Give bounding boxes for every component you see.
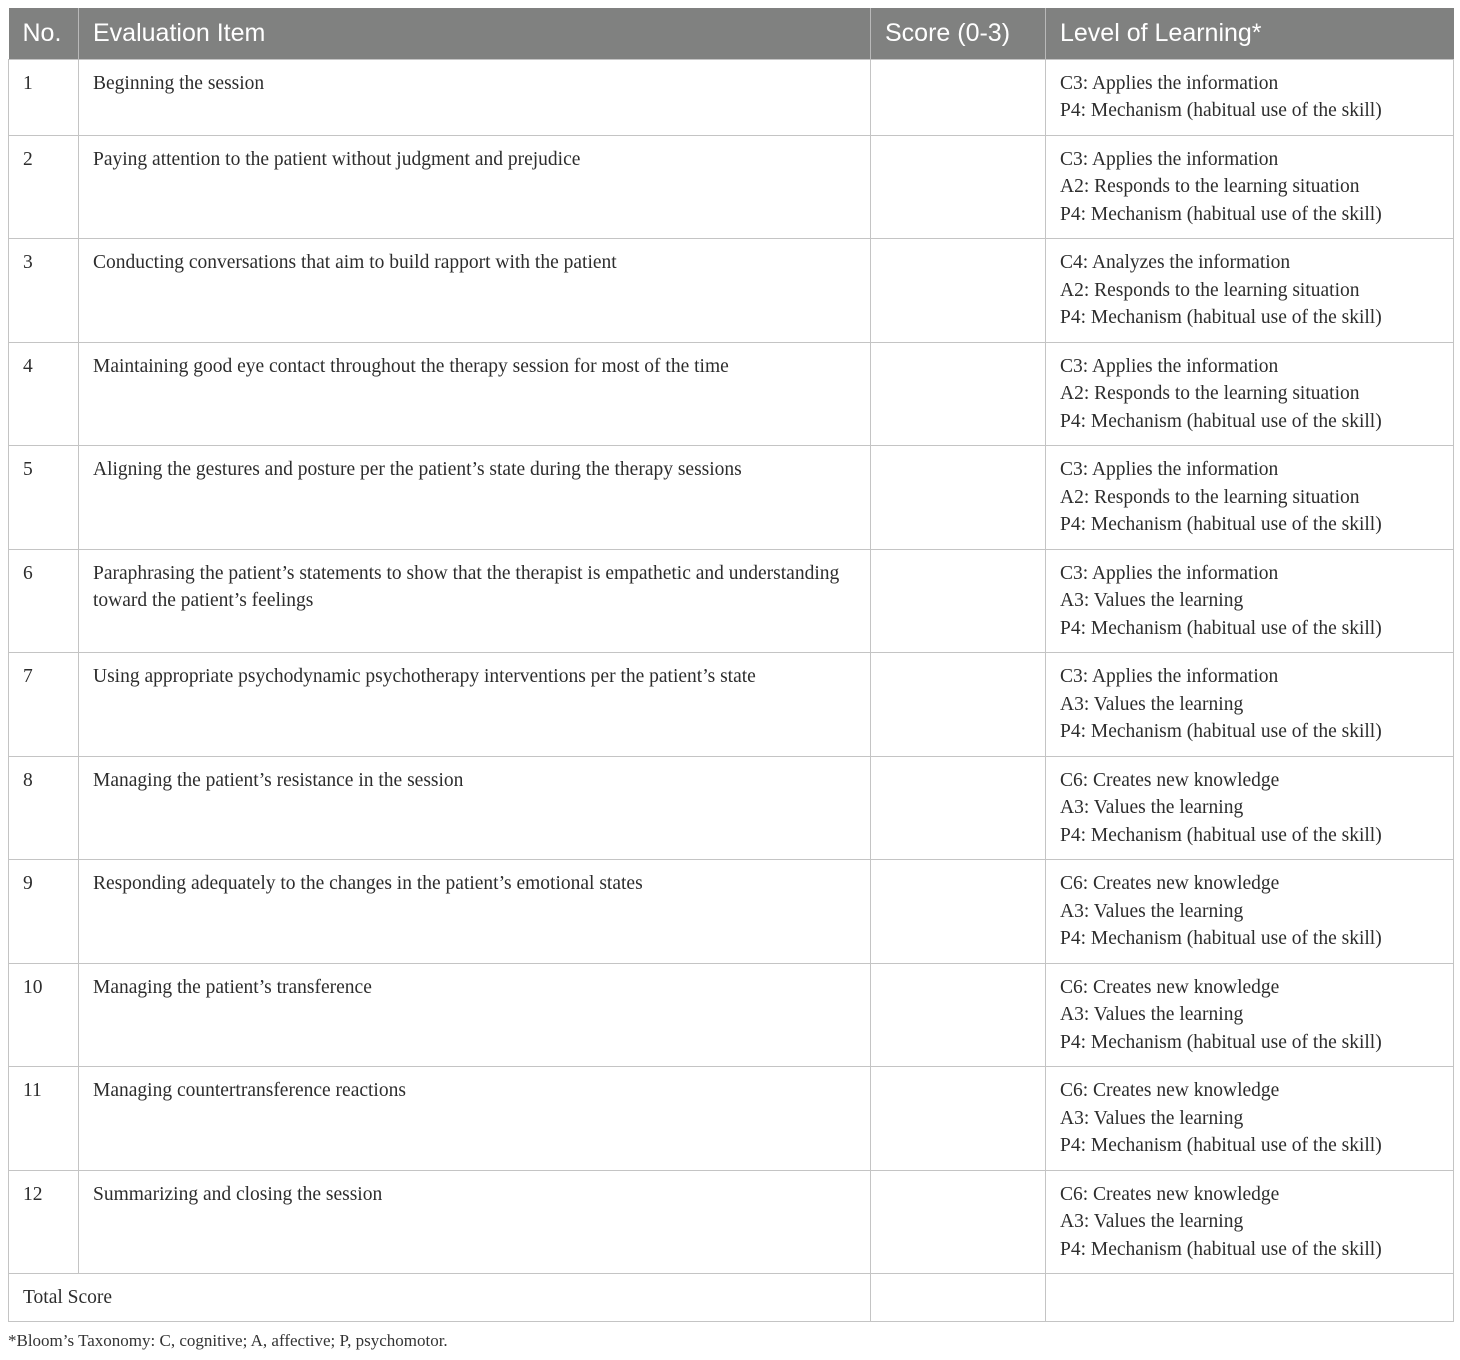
table-row <box>9 549 1454 653</box>
header-no: No. <box>22 18 62 47</box>
row-number: 7 <box>9 653 79 757</box>
score-cell <box>871 239 1046 343</box>
evaluation-item: Conducting conversations that aim to build rapport with the patient <box>79 239 871 343</box>
score-cell <box>871 1170 1046 1274</box>
level-of-learning-cell <box>1046 653 1454 757</box>
evaluation-table <box>8 8 1454 1322</box>
learning-level-line: P4: Mechanism (habitual use of the skill) <box>1060 928 1382 949</box>
evaluation-item: Responding adequately to the changes in the patient’s emotional states <box>79 860 871 964</box>
learning-level-line: P4: Mechanism (habitual use of the skill) <box>1060 1238 1382 1260</box>
row-number: 12 <box>9 1170 79 1274</box>
row-number: 11 <box>9 1067 79 1171</box>
learning-level-line: P4: Mechanism (habitual use of the skill) <box>1060 617 1382 639</box>
learning-level-line: P4: Mechanism (habitual use of the skill) <box>1060 1031 1382 1053</box>
row-number: 10 <box>9 963 79 1067</box>
score-cell <box>871 653 1046 757</box>
level-of-learning-cell <box>1046 549 1454 653</box>
learning-level-line: C6: Creates new knowledge <box>1060 976 1280 998</box>
learning-level-line: A3: Values the learning <box>1060 900 1244 922</box>
learning-level-line: C6: Creates new knowledge <box>1060 1183 1280 1205</box>
learning-level-line: P4: Mechanism (habitual use of the skill) <box>1060 203 1382 225</box>
evaluation-item: Summarizing and closing the session <box>79 1170 871 1274</box>
table-row <box>9 963 1454 1067</box>
learning-level-line: A3: Values the learning <box>1060 590 1244 611</box>
table-row <box>9 342 1454 446</box>
evaluation-item: Paraphrasing the patient’s statements to show that the therapist is empathetic and understanding toward the patient’s feelings <box>79 549 871 653</box>
level-of-learning-cell <box>1046 1170 1454 1274</box>
table-header <box>9 8 1454 59</box>
score-cell <box>871 1067 1046 1171</box>
table-row <box>9 1067 1454 1171</box>
level-of-learning-cell <box>1046 59 1454 135</box>
evaluation-table-container <box>8 8 1453 1322</box>
row-number: 9 <box>9 860 79 964</box>
row-number: 4 <box>9 342 79 446</box>
score-cell <box>871 963 1046 1067</box>
learning-level-line: P4: Mechanism (habitual use of the skill) <box>1060 824 1382 846</box>
row-number: 1 <box>9 59 79 135</box>
level-of-learning-cell <box>1046 446 1454 550</box>
learning-level-line: A3: Values the learning <box>1060 693 1244 715</box>
learning-level-line: C4: Analyzes the information <box>1060 252 1291 273</box>
learning-level-line: C6: Creates new knowledge <box>1060 1080 1280 1101</box>
learning-level-line: C3: Applies the information <box>1060 459 1279 480</box>
learning-level-line: P4: Mechanism (habitual use of the skill) <box>1060 514 1382 535</box>
table-row <box>9 446 1454 550</box>
learning-level-line: C6: Creates new knowledge <box>1060 769 1280 791</box>
score-cell <box>871 342 1046 446</box>
level-of-learning-cell <box>1046 963 1454 1067</box>
total-level-cell <box>1046 1274 1454 1322</box>
evaluation-item: Beginning the session <box>79 59 871 135</box>
level-of-learning-cell <box>1046 239 1454 343</box>
learning-level-line: P4: Mechanism (habitual use of the skill) <box>1060 410 1382 432</box>
learning-level-line: P4: Mechanism (habitual use of the skill) <box>1060 721 1382 742</box>
table-row <box>9 135 1454 239</box>
learning-level-line: A2: Responds to the learning situation <box>1060 279 1360 301</box>
learning-level-line: C3: Applies the information <box>1060 148 1279 170</box>
table-row <box>9 860 1454 964</box>
learning-level-line: A2: Responds to the learning situation <box>1060 383 1360 404</box>
evaluation-item: Paying attention to the patient without judgment and prejudice <box>79 135 871 239</box>
evaluation-item: Managing the patient’s transference <box>79 963 871 1067</box>
row-number: 5 <box>9 446 79 550</box>
table-row <box>9 59 1454 135</box>
table-row <box>9 1170 1454 1274</box>
score-cell <box>871 549 1046 653</box>
learning-level-line: P4: Mechanism (habitual use of the skill) <box>1060 307 1382 328</box>
score-cell <box>871 59 1046 135</box>
evaluation-item: Aligning the gestures and posture per the patient’s state during the therapy sessions <box>79 446 871 550</box>
table-row <box>9 653 1454 757</box>
level-of-learning-cell <box>1046 860 1454 964</box>
row-number: 8 <box>9 756 79 860</box>
score-cell <box>871 756 1046 860</box>
level-of-learning-cell <box>1046 756 1454 860</box>
level-of-learning-cell <box>1046 342 1454 446</box>
learning-level-line: A2: Responds to the learning situation <box>1060 176 1360 197</box>
header-evaluation-item: Evaluation Item <box>79 8 871 59</box>
header-score: Score (0-3) <box>871 8 1046 59</box>
evaluation-item: Managing the patient’s resistance in the session <box>79 756 871 860</box>
total-score-label: Total Score <box>9 1274 871 1322</box>
level-of-learning-cell <box>1046 1067 1454 1171</box>
score-cell <box>871 860 1046 964</box>
table-body <box>9 59 1454 1322</box>
level-of-learning-cell <box>1046 135 1454 239</box>
learning-level-line: C3: Applies the information <box>1060 562 1279 584</box>
learning-level-line: C6: Creates new knowledge <box>1060 873 1280 894</box>
score-cell <box>871 446 1046 550</box>
learning-level-line: A3: Values the learning <box>1060 1211 1244 1232</box>
learning-level-line: C3: Applies the information <box>1060 72 1279 94</box>
row-number: 6 <box>9 549 79 653</box>
learning-level-line: A3: Values the learning <box>1060 797 1244 818</box>
total-score-cell <box>871 1274 1046 1322</box>
learning-level-line: P4: Mechanism (habitual use of the skill) <box>1060 100 1382 121</box>
learning-level-line: C3: Applies the information <box>1060 666 1279 687</box>
row-number: 2 <box>9 135 79 239</box>
table-row <box>9 756 1454 860</box>
learning-level-line: A3: Values the learning <box>1060 1107 1244 1129</box>
learning-level-line: C3: Applies the information <box>1060 355 1279 377</box>
learning-level-line: P4: Mechanism (habitual use of the skill) <box>1060 1135 1382 1156</box>
evaluation-item: Maintaining good eye contact throughout the therapy session for most of the time <box>79 342 871 446</box>
row-number: 3 <box>9 239 79 343</box>
evaluation-item: Using appropriate psychodynamic psychotherapy interventions per the patient’s state <box>79 653 871 757</box>
score-cell <box>871 135 1046 239</box>
table-row <box>9 239 1454 343</box>
total-row <box>9 1274 1454 1322</box>
learning-level-line: A2: Responds to the learning situation <box>1060 486 1360 508</box>
table-footnote: *Bloom’s Taxonomy: C, cognitive; A, affective; P, psychomotor. <box>8 1331 448 1350</box>
header-level-of-learning: Level of Learning* <box>1046 8 1454 59</box>
evaluation-item: Managing countertransference reactions <box>79 1067 871 1171</box>
header-row <box>9 8 1454 59</box>
learning-level-line: A3: Values the learning <box>1060 1004 1244 1025</box>
